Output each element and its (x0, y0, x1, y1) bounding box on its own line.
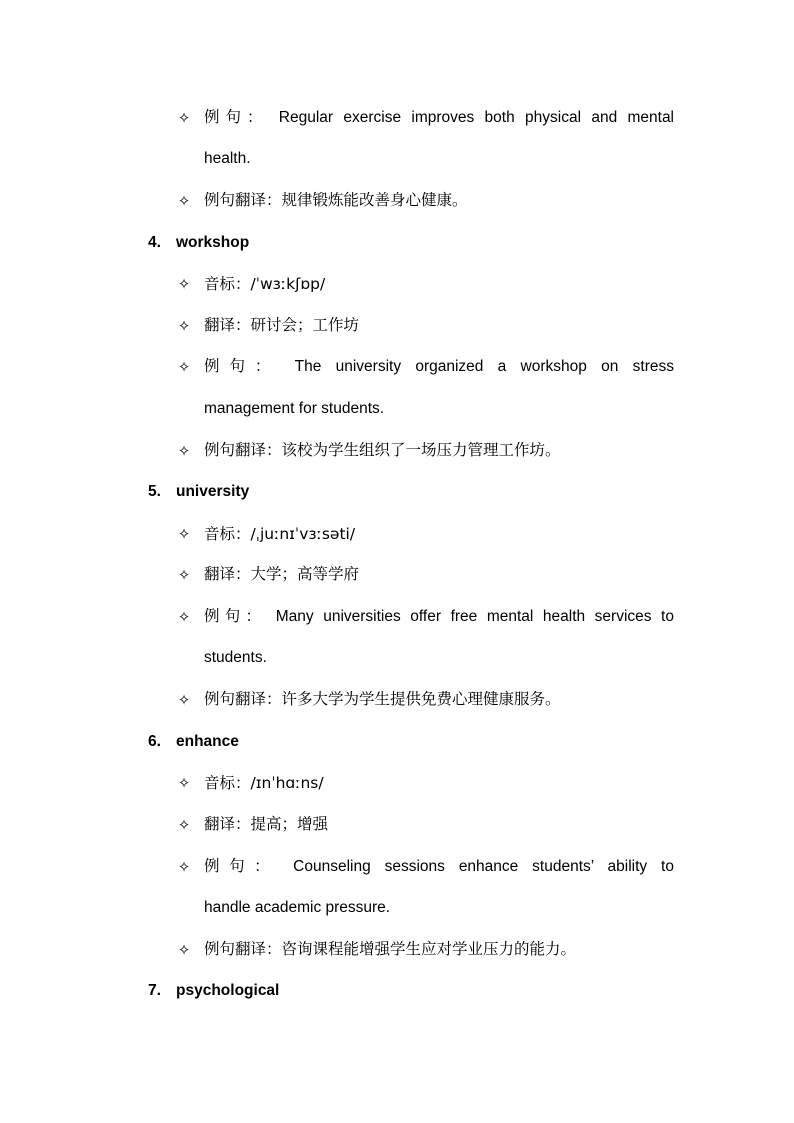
example-sentence-line (204, 857, 674, 877)
vocab-word: psychological (176, 982, 280, 999)
meaning-label: 翻译： (204, 816, 251, 833)
bullet-diamond-icon: ✧ (177, 442, 191, 460)
example-text: Many universities offer free mental health services to (275, 608, 674, 625)
example-label: 例句： (204, 608, 267, 625)
meaning-text: 研讨会；工作坊 (250, 317, 360, 334)
translation-text: 该校为学生组织了一场压力管理工作坊。 (281, 442, 561, 459)
example-sentence-line (204, 607, 674, 627)
bullet-diamond-icon: ✧ (177, 941, 191, 959)
entry-number: 6. (148, 733, 161, 750)
meaning-text: 大学；高等学府 (250, 566, 360, 583)
entry-number: 4. (148, 234, 161, 251)
meaning-line (204, 316, 359, 336)
example-text: Counseling sessions enhance students’ ability to (293, 858, 674, 875)
phonetic-text: /ɪnˈhɑːns/ (250, 774, 324, 792)
example-translation (204, 191, 468, 211)
example-sentence-continuation: students. (204, 649, 267, 666)
bullet-diamond-icon: ✧ (177, 192, 191, 210)
translation-text: 许多大学为学生提供免费心理健康服务。 (281, 691, 561, 708)
meaning-label: 翻译： (204, 317, 251, 334)
entry-number: 5. (148, 483, 161, 500)
bullet-diamond-icon: ✧ (177, 816, 191, 834)
bullet-diamond-icon: ✧ (177, 566, 191, 584)
phonetic-line (204, 524, 355, 545)
example-translation (204, 690, 561, 710)
translation-label: 例句翻译： (204, 691, 282, 708)
vocab-word: university (176, 483, 250, 500)
bullet-diamond-icon: ✧ (177, 691, 191, 709)
bullet-diamond-icon: ✧ (177, 525, 191, 543)
phonetic-text: /ˌjuːnɪˈvɜːsəti/ (250, 525, 356, 543)
bullet-diamond-icon: ✧ (177, 109, 191, 127)
meaning-line (204, 565, 359, 585)
example-sentence-line (204, 357, 674, 377)
meaning-line (204, 815, 328, 835)
bullet-diamond-icon: ✧ (177, 858, 191, 876)
translation-text: 咨询课程能增强学生应对学业压力的能力。 (281, 941, 577, 958)
phonetic-line (204, 274, 325, 295)
example-label: 例句： (204, 109, 269, 126)
example-sentence-line (204, 108, 674, 128)
translation-text: 规律锻炼能改善身心健康。 (281, 192, 468, 209)
phonetic-label: 音标： (204, 276, 251, 293)
example-label: 例句： (204, 358, 281, 375)
phonetic-line (204, 773, 324, 794)
bullet-diamond-icon: ✧ (177, 608, 191, 626)
phonetic-text: /ˈwɜːkʃɒp/ (250, 275, 326, 293)
meaning-text: 提高；增强 (250, 816, 329, 833)
example-label: 例句： (204, 858, 280, 875)
translation-label: 例句翻译： (204, 941, 282, 958)
example-sentence-continuation: health. (204, 150, 251, 167)
example-sentence-continuation: management for students. (204, 400, 385, 417)
bullet-diamond-icon: ✧ (177, 317, 191, 335)
meaning-label: 翻译： (204, 566, 251, 583)
phonetic-label: 音标： (204, 775, 251, 792)
example-translation (204, 940, 576, 960)
translation-label: 例句翻译： (204, 442, 282, 459)
vocab-word: workshop (176, 234, 250, 251)
phonetic-label: 音标： (204, 526, 251, 543)
entry-number: 7. (148, 982, 161, 999)
example-sentence-continuation: handle academic pressure. (204, 899, 391, 916)
example-translation (204, 441, 561, 461)
example-text: The university organized a workshop on stress (294, 358, 674, 375)
bullet-diamond-icon: ✧ (177, 774, 191, 792)
translation-label: 例句翻译： (204, 192, 282, 209)
bullet-diamond-icon: ✧ (177, 275, 191, 293)
vocab-word: enhance (176, 733, 239, 750)
example-text: Regular exercise improves both physical and mental (278, 109, 674, 126)
bullet-diamond-icon: ✧ (177, 358, 191, 376)
